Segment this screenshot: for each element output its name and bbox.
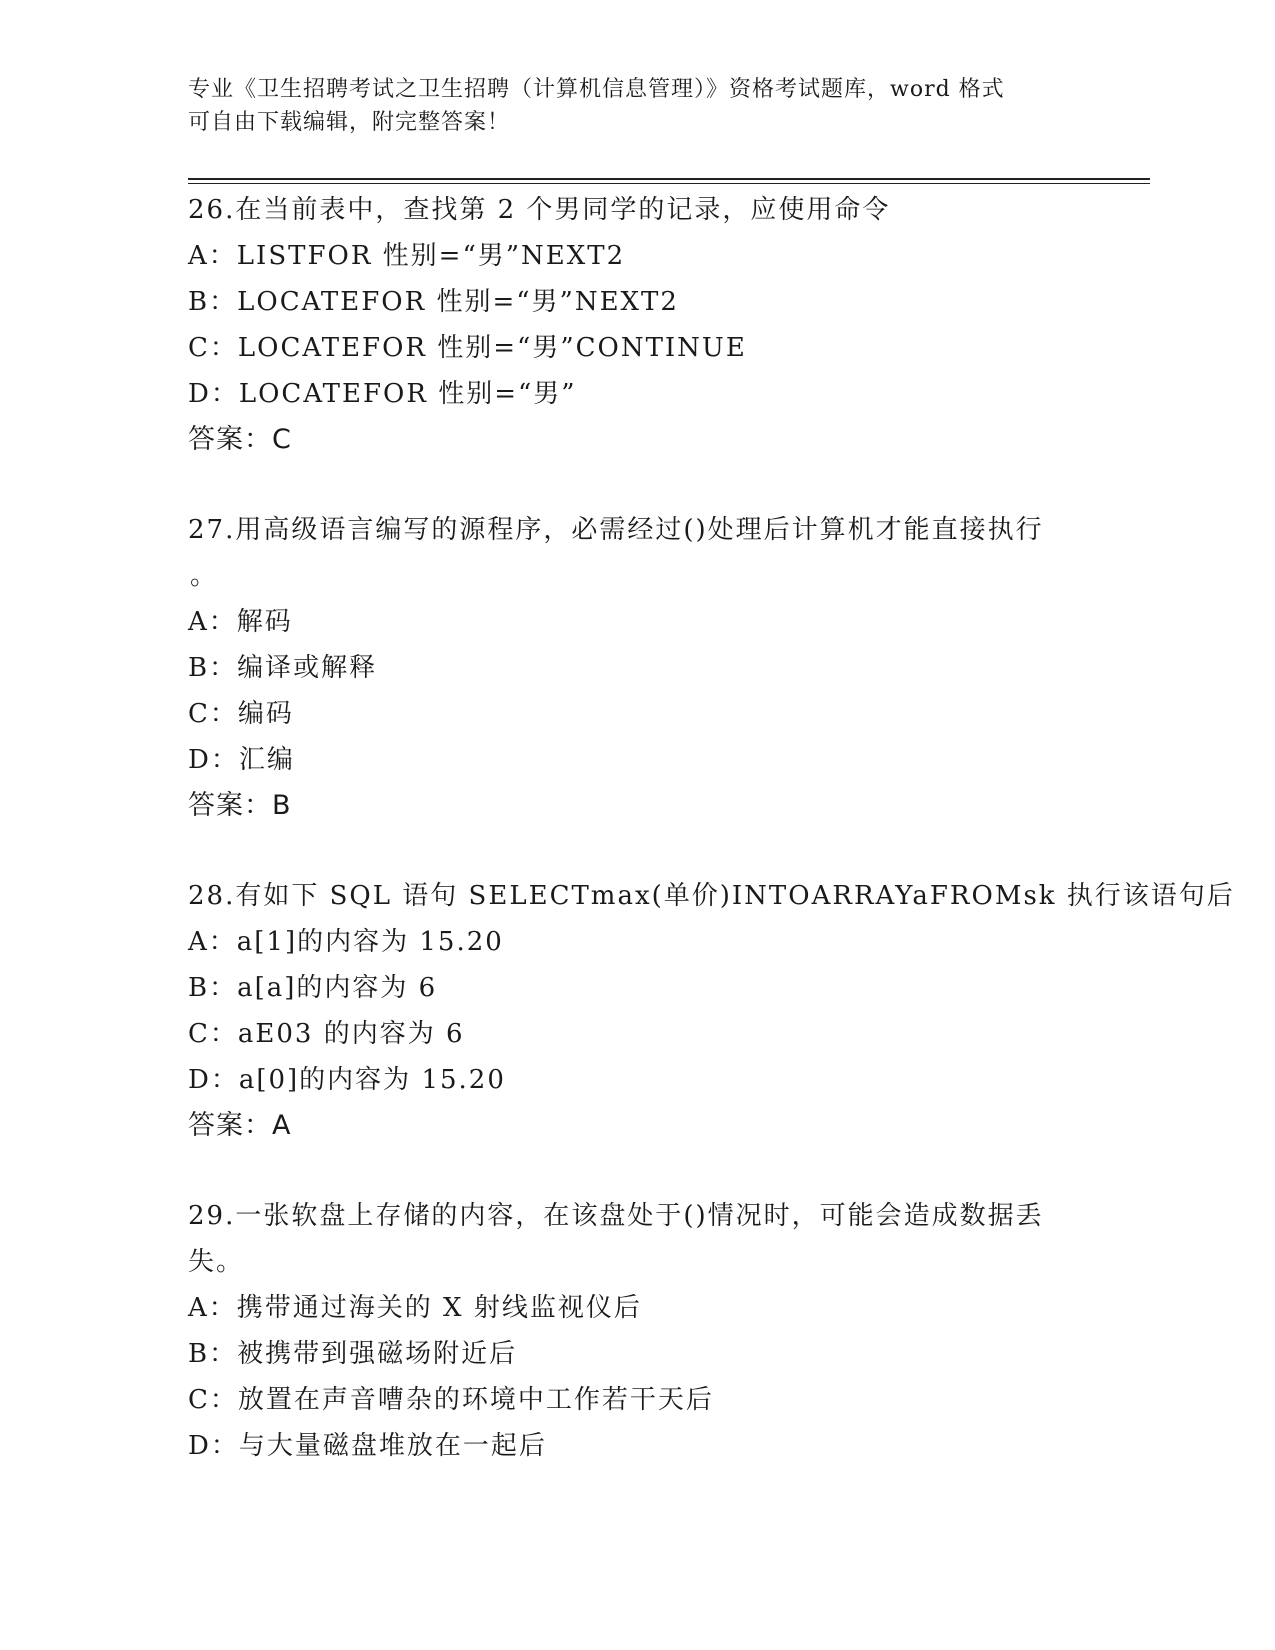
question-stem: 29.一张软盘上存储的内容，在该盘处于()情况时，可能会造成数据丢: [188, 1201, 1044, 1231]
question-spacer: [188, 829, 1088, 873]
question-29: [188, 1193, 1088, 1469]
option-c: C：放置在声音嘈杂的环境中工作若干天后: [188, 1385, 714, 1415]
answer-label: 答案：C: [188, 424, 292, 455]
option-c: C：编码: [188, 699, 294, 729]
option-c: C：aE03 的内容为 6: [188, 1019, 465, 1049]
option-b: B：编译或解释: [188, 653, 378, 683]
question-list: [188, 187, 1235, 1469]
option-a: A：解码: [188, 607, 293, 637]
option-a: A：携带通过海关的 X 射线监视仪后: [188, 1293, 642, 1323]
question-27: [188, 507, 1088, 829]
option-d: D：与大量磁盘堆放在一起后: [188, 1431, 547, 1461]
question-spacer: [188, 1149, 1088, 1193]
header-divider-thick: [188, 178, 1150, 180]
option-a: A：LISTFOR 性别=“男”NEXT2: [188, 241, 626, 271]
question-stem-continuation: 。: [190, 561, 217, 591]
question-26: [188, 187, 1088, 463]
question-stem: 26.在当前表中，查找第 2 个男同学的记录，应使用命令: [188, 195, 891, 225]
option-b: B：被携带到强磁场附近后: [188, 1339, 518, 1369]
question-28: [188, 873, 1235, 1149]
header-divider-thin: [188, 183, 1150, 184]
question-stem-continuation: 失。: [188, 1247, 245, 1277]
option-b: B：a[a]的内容为 6: [188, 973, 438, 1003]
question-spacer: [188, 463, 1088, 507]
option-d: D：汇编: [188, 745, 295, 775]
question-stem: 27.用高级语言编写的源程序，必需经过()处理后计算机才能直接执行: [188, 515, 1044, 545]
header-line-1: 专业《卫生招聘考试之卫生招聘（计算机信息管理）》资格考试题库，word 格式: [188, 77, 1005, 102]
option-d: D：LOCATEFOR 性别=“男”: [188, 379, 577, 409]
option-d: D：a[0]的内容为 15.20: [188, 1065, 506, 1095]
document-header: [188, 73, 1088, 139]
option-b: B：LOCATEFOR 性别=“男”NEXT2: [188, 287, 679, 317]
question-stem: 28.有如下 SQL 语句 SELECTmax(单价)INTOARRAYaFROMsk 执行该语句后: [188, 881, 1235, 911]
answer-label: 答案：A: [188, 1110, 292, 1141]
answer-label: 答案：B: [188, 790, 292, 821]
option-a: A：a[1]的内容为 15.20: [188, 927, 504, 957]
option-c: C：LOCATEFOR 性别=“男”CONTINUE: [188, 333, 747, 363]
header-line-2: 可自由下载编辑，附完整答案！: [188, 110, 511, 135]
